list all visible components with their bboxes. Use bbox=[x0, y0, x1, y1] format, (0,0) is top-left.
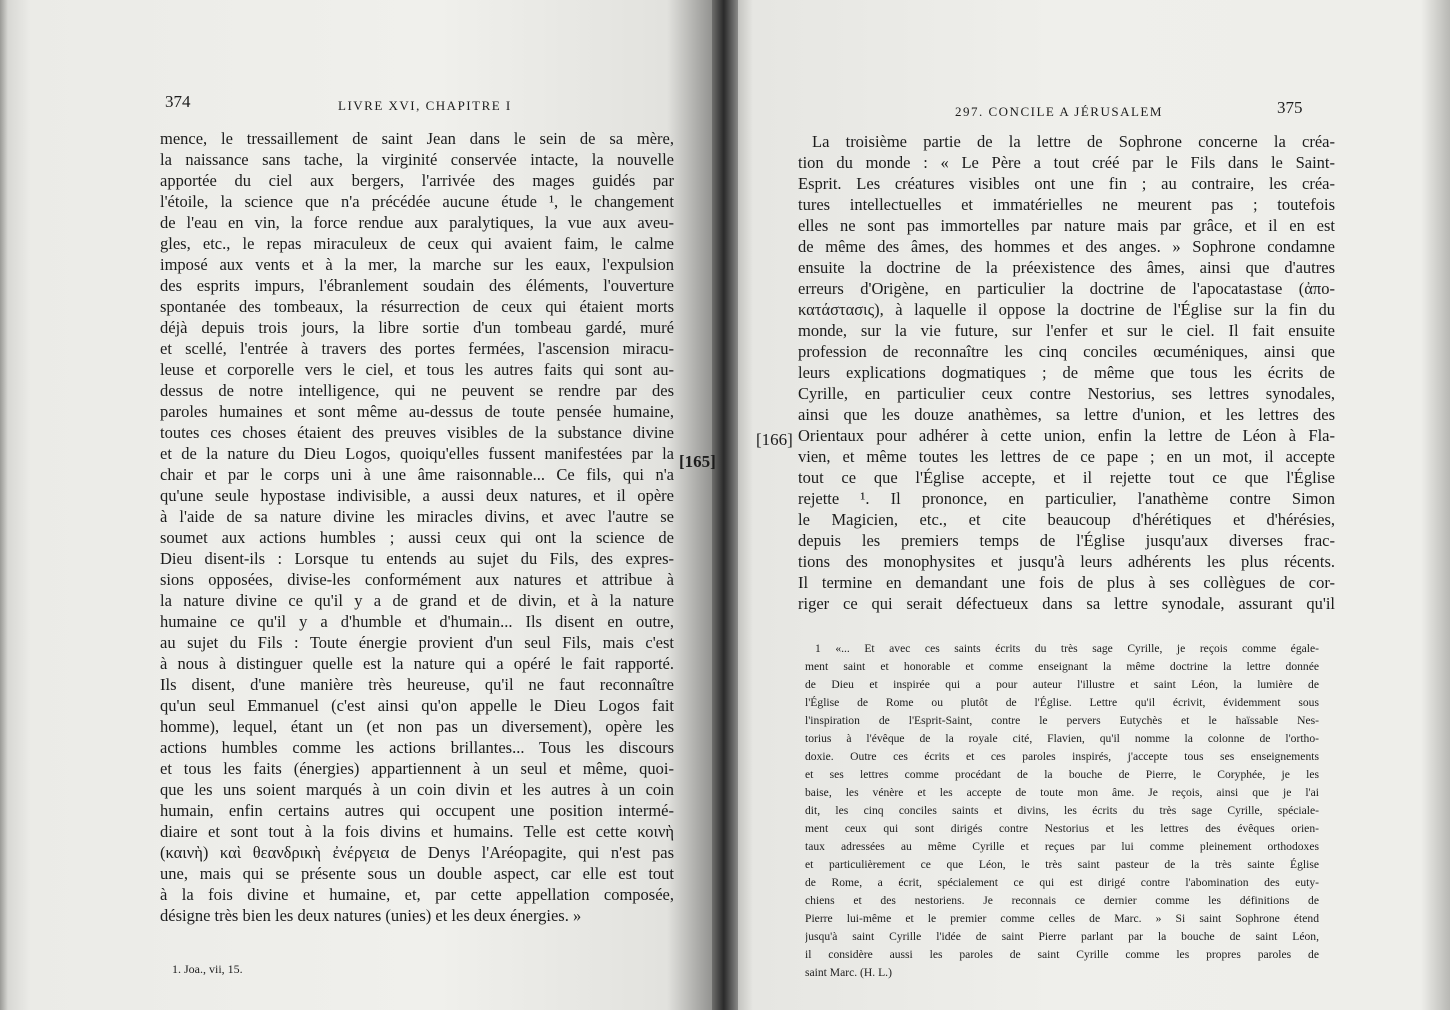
text-line: Il termine en demandant une fois de plus à ses collègues de cor- bbox=[798, 573, 1335, 592]
footnote-line: et ses lettres comme procédant de la bouche de Pierre, le Coryphée, je les bbox=[805, 768, 1319, 781]
text-line: des esprits impurs, l'ébranlement soudain des éléments, l'ouverture bbox=[160, 276, 674, 295]
right-page bbox=[725, 0, 1450, 1010]
book-gutter bbox=[712, 0, 738, 1010]
footnote-line: de Dieu et inspirée qui a pour auteur l'illustre et saint Léon, la lumière de bbox=[805, 678, 1319, 691]
text-line: et scellé, l'entrée à travers des portes fermées, l'ascension miracu- bbox=[160, 339, 674, 358]
text-line: au sujet du Fils : Toute énergie provient d'un seul Fils, mais c'est bbox=[160, 633, 674, 652]
text-line: tures intellectuelles et immatérielles ne meurent pas ; toutefois bbox=[798, 195, 1335, 214]
text-line: sions opposées, divise-les conformément aux natures et attribue à bbox=[160, 570, 674, 589]
text-line: la nature divine ce qu'il y a de grand et de divin, et à la nature bbox=[160, 591, 674, 610]
text-line: apportée du ciel aux bergers, l'arrivée des mages guidés par bbox=[160, 171, 674, 190]
footnote-line: de Rome, a écrit, spécialement ce qui est dirigé contre l'abomination des euty- bbox=[805, 876, 1319, 889]
text-line: déjà depuis trois jours, la libre sortie d'un tombeau gardé, muré bbox=[160, 318, 674, 337]
text-line: dessus de notre intelligence, qui ne peuvent se rendre par des bbox=[160, 381, 674, 400]
text-line: riger ce qui serait défectueux dans sa lettre synodale, assurant qu'il bbox=[798, 594, 1335, 613]
text-line: Ils disent, d'une manière très heureuse, qu'il ne faut reconnaître bbox=[160, 675, 674, 694]
text-line: tions des monophysites et jusqu'à leurs adhérents les plus récents. bbox=[798, 552, 1335, 571]
footnote-line: saint Marc. (H. L.) bbox=[805, 966, 892, 979]
text-line: erreurs d'Origène, en particulier la doctrine de l'apocatastase (ἀπο- bbox=[798, 279, 1335, 298]
text-line: le Magicien, etc., et cite beaucoup d'hérétiques et d'hérésies, bbox=[798, 510, 1335, 529]
text-line: spontanée des tombeaux, la résurrection de ceux qui étaient morts bbox=[160, 297, 674, 316]
footnote-line: ment ceux qui sont dirigés contre Nestorius et les lettres des évêques orien- bbox=[805, 822, 1319, 835]
text-line: de l'eau en vin, la force rendue aux paralytiques, la vue aux aveu- bbox=[160, 213, 674, 232]
text-line: La troisième partie de la lettre de Sophrone concerne la créa- bbox=[812, 132, 1335, 151]
text-line: toutes ces choses étaient des preuves visibles de la substance divine bbox=[160, 423, 674, 442]
text-line: une, mais qui se présente sous un double aspect, car elle est tout bbox=[160, 864, 674, 883]
text-line: elles ne sont pas immortelles par nature mais par grâce, et il en est bbox=[798, 216, 1335, 235]
text-line: ensuite la doctrine de la préexistence des âmes, ainsi que d'autres bbox=[798, 258, 1335, 277]
text-line: à nous à distinguer quelle est la nature qui a opéré le fait rapporté. bbox=[160, 654, 674, 673]
footnote-line: torius à l'évêque de la royale cité, Flavien, qu'il nomme la colonne de l'ortho- bbox=[805, 732, 1319, 745]
page-number-right: 375 bbox=[1277, 98, 1303, 117]
text-line: ainsi que les douze anathèmes, sa lettre d'union, et les lettres des bbox=[798, 405, 1335, 424]
text-line: à l'aide de sa nature divine les miracles divins, et avec l'autre se bbox=[160, 507, 674, 526]
text-line: leurs explications dogmatiques ; de même que tous les écrits de bbox=[798, 363, 1335, 382]
text-line: de même des âmes, des hommes et des anges. » Sophrone condamne bbox=[798, 237, 1335, 256]
footnote-line: il considère aussi les paroles de saint Cyrille comme les propres paroles de bbox=[805, 948, 1319, 961]
text-line: Esprit. Les créatures visibles ont une fin ; au contraire, les créa- bbox=[798, 174, 1335, 193]
text-line: (καινὴ) καὶ θεανδρικὴ ἐνέργεια de Denys l'Aréopagite, qui n'est pas bbox=[160, 843, 674, 862]
footnote-line: doxie. Outre ces écrits et ces paroles inspirés, j'accepte tous ses enseignements bbox=[805, 750, 1319, 763]
footnote-line: baise, les vénère et les accepte de toute mon âme. Je reçois, ainsi que je l'ai bbox=[805, 786, 1319, 799]
footnote-line: l'Église de Rome ou plutôt de l'Église. Lettre qu'il écrivit, évidemment sous bbox=[805, 696, 1319, 709]
footnote-line: l'inspiration de l'Esprit-Saint, contre le pervers Eutychès et le haïssable Nes- bbox=[805, 714, 1319, 727]
margin-marker-right: [166] bbox=[756, 430, 793, 449]
text-line: leuse et corporelle vers le ciel, et tous les autres faits qui sont au- bbox=[160, 360, 674, 379]
footnote-line: jusqu'à saint Cyrille l'idée de saint Pierre parlant par la bouche de saint Léon, bbox=[805, 930, 1319, 943]
text-line: profession de reconnaître les cinq conciles œcuméniques, ainsi que bbox=[798, 342, 1335, 361]
text-line: gles, etc., le repas miraculeux de ceux qui avaient faim, le calme bbox=[160, 234, 674, 253]
text-line: paroles humaines et sont même au-dessus de toute pensée humaine, bbox=[160, 402, 674, 421]
running-head-left: LIVRE XVI, CHAPITRE I bbox=[338, 98, 512, 113]
text-line: κατάστασις), à laquelle il oppose la doctrine de l'Église sur la fin du bbox=[798, 300, 1335, 319]
text-line: tout ce que l'Église accepte, et il rejette tout ce que l'Église bbox=[798, 468, 1335, 487]
footnote-line: et particulièrement ce que Léon, le très saint pasteur de la très sainte Église bbox=[805, 858, 1319, 871]
text-line: depuis les premiers temps de l'Église jusqu'aux diverses frac- bbox=[798, 531, 1335, 550]
text-line: vien, et même toutes les lettres de ce pape ; en un mot, il accepte bbox=[798, 447, 1335, 466]
text-line: mence, le tressaillement de saint Jean dans le sein de sa mère, bbox=[160, 129, 674, 148]
footnote-line: Pierre lui-même et le premier comme celles de Marc. » Si saint Sophrone étend bbox=[805, 912, 1319, 925]
footnote-line: dit, les cinq conciles saints et divins, les écrits du très sage Cyrille, spéciale- bbox=[805, 804, 1319, 817]
text-line: tion du monde : « Le Père a tout créé par le Fils dans le Saint- bbox=[798, 153, 1335, 172]
footnote-left: 1. Joa., vii, 15. bbox=[172, 962, 243, 976]
text-line: Cyrille, en particulier ceux contre Nestorius, ses lettres synodales, bbox=[798, 384, 1335, 403]
footnote-line: taux adressées au même Cyrille et reçues par lui comme pleinement orthodoxes bbox=[805, 840, 1319, 853]
text-line: l'étoile, la science que n'a précédée aucune étude ¹, le changement bbox=[160, 192, 674, 211]
text-line: homme), lequel, étant un (et non pas un diversement), opère les bbox=[160, 717, 674, 736]
text-line: la naissance sans tache, la virginité conservée intacte, la nouvelle bbox=[160, 150, 674, 169]
margin-marker-left: [165] bbox=[679, 452, 716, 471]
text-line: à la fois divine et humaine, et, par cette appellation composée, bbox=[160, 885, 674, 904]
running-head-right: 297. CONCILE A JÉRUSALEM bbox=[955, 104, 1163, 119]
text-line: humaine ce qu'il y a d'humble et d'humain... Ils disent en outre, bbox=[160, 612, 674, 631]
page-number-left: 374 bbox=[165, 92, 191, 111]
text-line: que les uns soient marqués à un coin divin et les autres à un coin bbox=[160, 780, 674, 799]
text-line: humain, enfin certains autres qui occupent une position intermé- bbox=[160, 801, 674, 820]
footnote-line: 1 «... Et avec ces saints écrits du très sage Cyrille, je reçois comme égale- bbox=[815, 642, 1319, 655]
footnote-line: ment saint et honorable et comme enseignant la même doctrine la lettre donnée bbox=[805, 660, 1319, 673]
text-line: diaire et sont tout à la fois divins et humains. Telle est cette κοινὴ bbox=[160, 822, 674, 841]
text-line: rejette ¹. Il prononce, en particulier, l'anathème contre Simon bbox=[798, 489, 1335, 508]
text-line: imposé aux vents et à la mer, la marche sur les eaux, l'expulsion bbox=[160, 255, 674, 274]
footnote-line: chiens et des nestoriens. Je reconnais ce dernier comme les définitions de bbox=[805, 894, 1319, 907]
text-line: chair et par le corps uni à une âme raisonnable... Ce fils, qui n'a bbox=[160, 465, 674, 484]
text-line: et de la nature du Dieu Logos, quoiqu'elles fussent manifestées par la bbox=[160, 444, 674, 463]
text-line: qu'une seule hypostase indivisible, a aussi deux natures, et il opère bbox=[160, 486, 674, 505]
text-line: monde, sur la vie future, sur l'enfer et sur le ciel. Il fait ensuite bbox=[798, 321, 1335, 340]
text-line: désigne très bien les deux natures (unies) et les deux énergies. » bbox=[160, 906, 582, 925]
text-line: Orientaux pour adhérer à cette union, enfin la lettre de Léon à Fla- bbox=[798, 426, 1335, 445]
text-line: et tous les faits (énergies) appartiennent à un seul et même, quoi- bbox=[160, 759, 674, 778]
text-line: soumet aux actions humbles ; aussi ceux qui ont la science de bbox=[160, 528, 674, 547]
text-line: Dieu disent-ils : Lorsque tu entends au sujet du Fils, des expres- bbox=[160, 549, 674, 568]
text-line: qu'un seul Emmanuel (c'est ainsi qu'on appelle le Dieu Logos fait bbox=[160, 696, 674, 715]
text-line: actions humbles comme les actions brillantes... Tous les discours bbox=[160, 738, 674, 757]
